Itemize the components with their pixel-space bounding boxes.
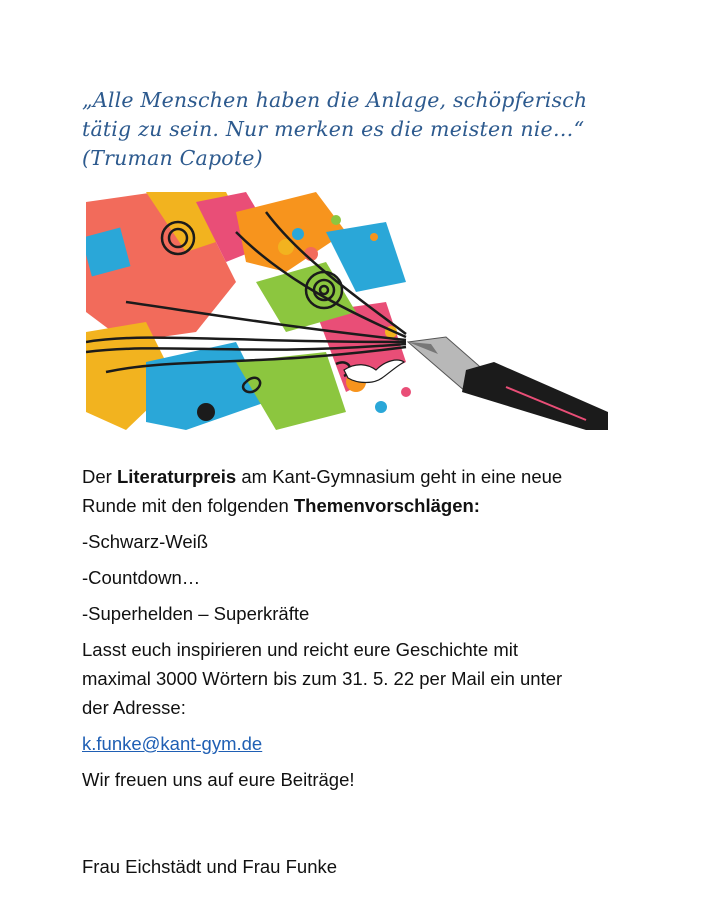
intro-text: Der [82,466,117,487]
body-text [82,462,642,794]
intro-text: Runde mit den folgenden [82,495,294,516]
quote-line-1: „Alle Menschen haben die Anlage, schöpferisch [82,88,588,112]
call-text: Lasst euch inspirieren und reicht eure Geschichte mit [82,639,518,660]
email-link[interactable]: k.funke@kant-gym.de [82,733,263,754]
quote [82,86,642,173]
color-splash [86,192,411,430]
closing-text: Wir freuen uns auf eure Beiträge! [82,769,355,790]
fountain-pen-icon [408,337,608,430]
topic-item: -Countdown… [82,567,201,588]
call-paragraph [82,635,642,722]
literaturpreis-label: Literaturpreis [116,466,237,487]
intro-text: am Kant-Gymnasium geht in eine neue [236,466,563,487]
quote-author: (Truman Capote) [82,146,263,170]
call-text: maximal 3000 Wörtern bis zum 31. 5. 22 per Mail ein unter [82,668,563,689]
topic-item: -Superhelden – Superkräfte [82,603,310,624]
signature: Frau Eichstädt und Frau Funke [82,856,338,877]
call-text: der Adresse: [82,697,186,718]
quote-line-2: tätig zu sein. Nur merken es die meisten nie…“ [82,117,585,141]
intro-paragraph [82,462,642,520]
topic-item: -Schwarz-Weiß [82,531,209,552]
themenvorschlaege-label: Themenvorschlägen: [293,495,480,516]
fountain-pen-illustration [86,192,608,430]
